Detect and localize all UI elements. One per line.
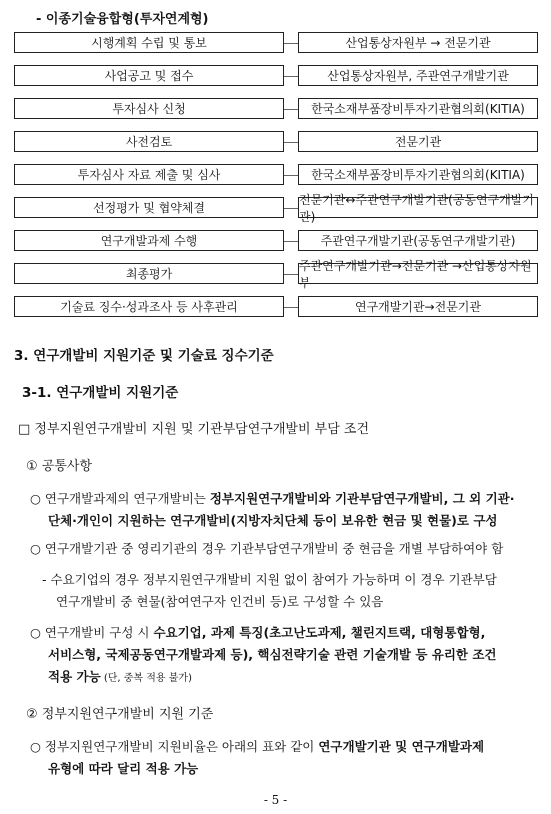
flow-step-box: 기술료 징수·성과조사 등 사후관리 bbox=[14, 296, 284, 317]
flow-connector-line bbox=[284, 175, 298, 176]
paragraph-4 bbox=[30, 622, 485, 644]
bullet: ○ bbox=[30, 625, 41, 640]
p1-text-a: 연구개발과제의 연구개발비는 bbox=[44, 491, 210, 506]
p4-text-a: 연구개발비 구성 시 bbox=[44, 625, 154, 640]
p1-text-b: 정부지원연구개발비와 기관부담연구개발비, 그 외 기관· bbox=[209, 491, 515, 506]
flow-step-box: 투자심사 자료 제출 및 심사 bbox=[14, 164, 284, 185]
p2-text: 연구개발기관 중 영리기관의 경우 기관부담연구개발비 중 현금을 개별 부담하여야 함 bbox=[44, 541, 504, 556]
paragraph-3-line-2: 연구개발비 중 현물(참여연구자 인건비 등)로 구성할 수 있음 bbox=[56, 594, 384, 609]
p5-text-a: 정부지원연구개발비 지원비율은 아래의 표와 같이 bbox=[44, 739, 319, 754]
flow-title: - 이종기술융합형(투자연계형) bbox=[36, 12, 209, 27]
flow-connector-line bbox=[284, 307, 298, 308]
flow-connector-line bbox=[284, 274, 298, 275]
flow-agency-box: 한국소재부품장비투자기관협의회(KITIA) bbox=[298, 98, 538, 119]
p4-text-b: 수요기업, 과제 특징(초고난도과제, 챌린지트랙, 대형통합형, bbox=[153, 625, 486, 640]
p4-note: (단, 중복 적용 불가) bbox=[100, 673, 192, 684]
flow-connector-line bbox=[284, 76, 298, 77]
page-number: - 5 - bbox=[263, 793, 288, 807]
paragraph-1 bbox=[30, 488, 514, 510]
paragraph-4-line-3 bbox=[48, 666, 192, 690]
circle-heading-gov-support: ② 정부지원연구개발비 지원 기준 bbox=[26, 707, 214, 722]
flow-step-box: 사업공고 및 접수 bbox=[14, 65, 284, 86]
flow-step-box: 사전검토 bbox=[14, 131, 284, 152]
flow-agency-box: 전문기관↔주관연구개발기관(공동연구개발기관) bbox=[298, 197, 538, 218]
flow-step-box: 시행계획 수립 및 통보 bbox=[14, 32, 284, 53]
flow-step-box: 최종평가 bbox=[14, 263, 284, 284]
section-3-heading: 3. 연구개발비 지원기준 및 기술료 징수기준 bbox=[14, 348, 274, 364]
paragraph-1-line-2: 단체·개인이 지원하는 연구개발비(지방자치단체 등이 보유한 현금 및 현물)로 구성 bbox=[48, 513, 498, 528]
flow-agency-box: 주관연구개발기관(공동연구개발기관) bbox=[298, 230, 538, 251]
flow-agency-box: 산업통상자원부, 주관연구개발기관 bbox=[298, 65, 538, 86]
flow-connector-line bbox=[284, 43, 298, 44]
p4-text-d: 적용 가능 bbox=[48, 669, 101, 684]
flow-agency-box: 한국소재부품장비투자기관협의회(KITIA) bbox=[298, 164, 538, 185]
paragraph-5 bbox=[30, 736, 484, 758]
paragraph-2 bbox=[30, 538, 503, 560]
flow-connector-line bbox=[284, 208, 298, 209]
flow-step-box: 투자심사 신청 bbox=[14, 98, 284, 119]
dash: - bbox=[42, 572, 47, 587]
flow-agency-box: 주관연구개발기관→전문기관 →산업통상자원부 bbox=[298, 263, 538, 284]
box-heading: □ 정부지원연구개발비 지원 및 기관부담연구개발비 부담 조건 bbox=[18, 422, 370, 437]
section-3-1-heading: 3-1. 연구개발비 지원기준 bbox=[22, 385, 179, 401]
paragraph-5-line-2: 유형에 따라 달리 적용 가능 bbox=[48, 761, 199, 776]
paragraph-4-line-2: 서비스형, 국제공동연구개발과제 등), 핵심전략기술 관련 기술개발 등 유리한 조건 bbox=[48, 647, 497, 662]
flow-agency-box: 연구개발기관→전문기관 bbox=[298, 296, 538, 317]
bullet: ○ bbox=[30, 739, 41, 754]
p5-text-b: 연구개발기관 및 연구개발과제 bbox=[318, 739, 485, 754]
bullet: ○ bbox=[30, 541, 41, 556]
flow-step-box: 연구개발과제 수행 bbox=[14, 230, 284, 251]
flow-connector-line bbox=[284, 142, 298, 143]
paragraph-3 bbox=[42, 569, 497, 591]
flow-agency-box: 전문기관 bbox=[298, 131, 538, 152]
p3-line-1: 수요기업의 경우 정부지원연구개발비 지원 없이 참여가 가능하며 이 경우 기관부담 bbox=[50, 572, 497, 587]
bullet: ○ bbox=[30, 491, 41, 506]
flow-agency-box: 산업통상자원부 → 전문기관 bbox=[298, 32, 538, 53]
flow-connector-line bbox=[284, 109, 298, 110]
flow-connector-line bbox=[284, 241, 298, 242]
flow-step-box: 선정평가 및 협약체결 bbox=[14, 197, 284, 218]
circle-heading-common: ① 공통사항 bbox=[26, 459, 93, 474]
